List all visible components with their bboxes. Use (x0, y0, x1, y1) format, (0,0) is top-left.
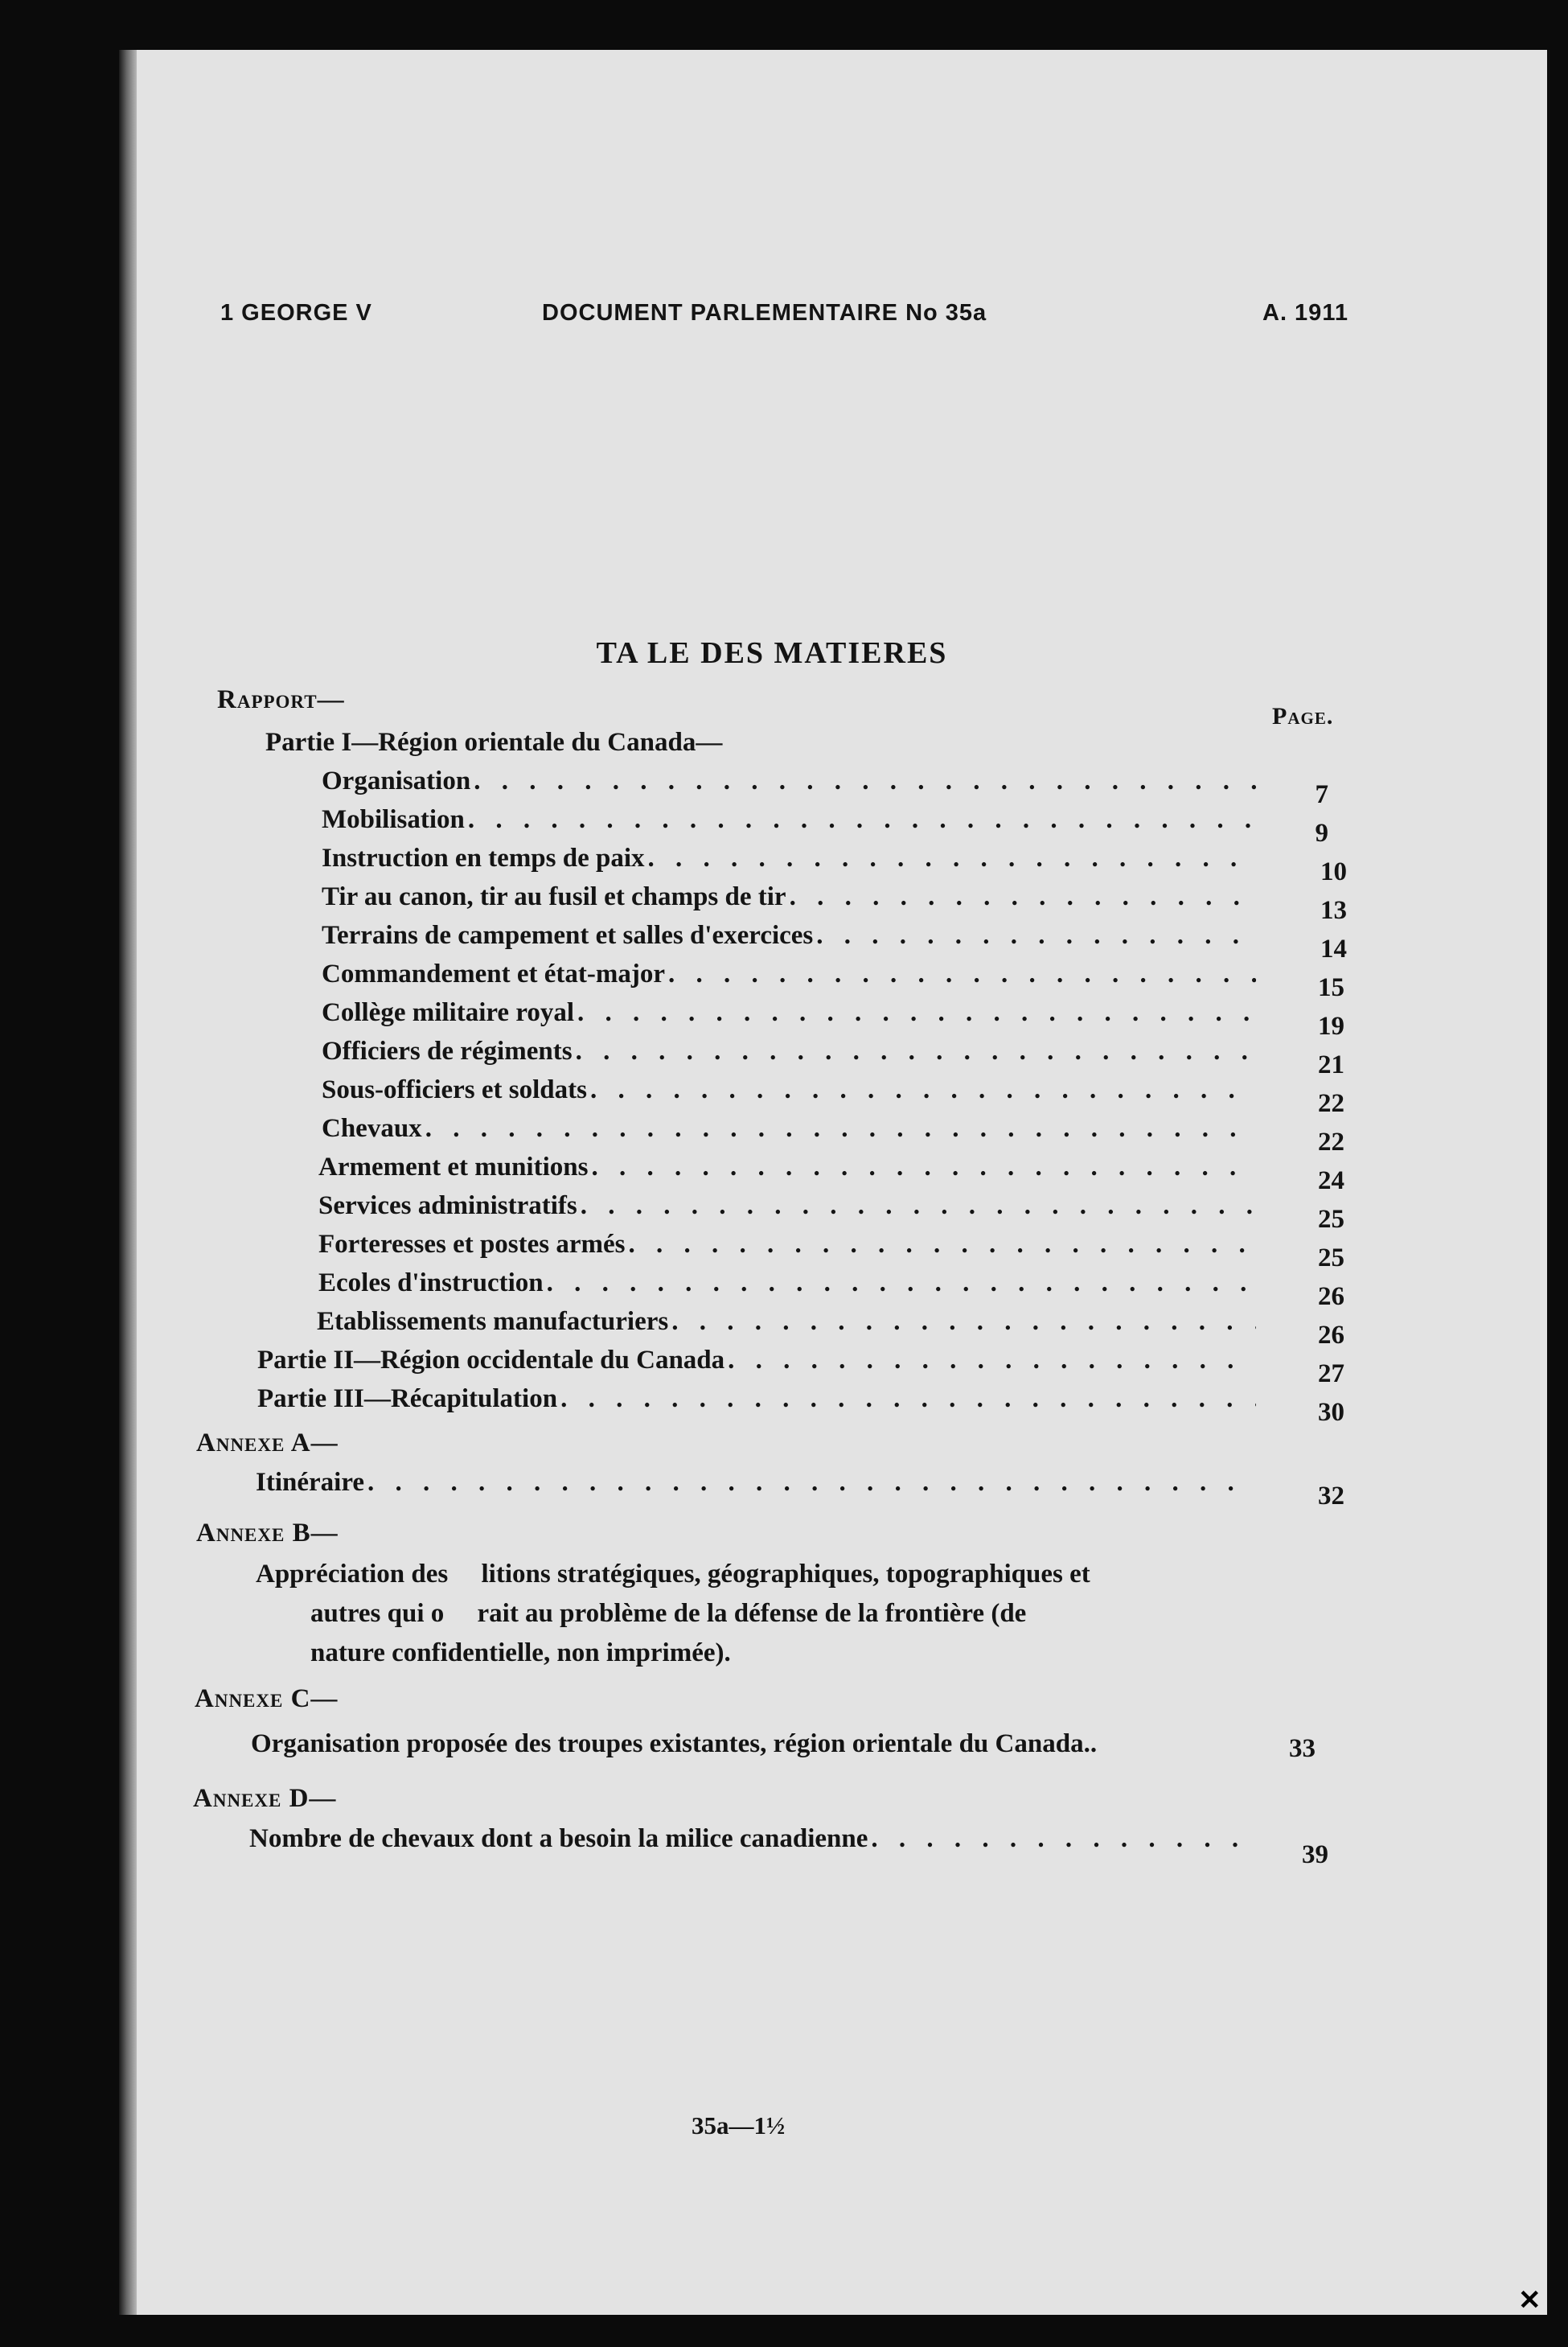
toc-page-number: 25 (1318, 1243, 1344, 1272)
toc-entry: Terrains de campement et salles d'exercices . . . (322, 921, 1270, 958)
toc-page-number: 10 (1320, 857, 1347, 886)
toc-page-number: 27 (1318, 1359, 1344, 1388)
toc-entry: Armement et munitions . . . (318, 1153, 1270, 1190)
header-right: A. 1911 (1262, 300, 1348, 326)
toc-entry: Chevaux . . . (322, 1114, 1270, 1151)
page-column-label: Page. (1272, 703, 1334, 730)
binding-edge (119, 50, 137, 2315)
toc-part: Partie II—Région occidentale du Canada . . . (257, 1346, 1270, 1383)
corner-mark: ✕ (1518, 2286, 1541, 2316)
toc-entry: Mobilisation . . . (322, 805, 1270, 842)
toc-entry: Services administratifs . . . (318, 1191, 1270, 1228)
header-center: DOCUMENT PARLEMENTAIRE No 35a (542, 300, 987, 326)
toc-entry: Forteresses et postes armés . . . (318, 1230, 1270, 1267)
toc-page-number: 13 (1320, 896, 1347, 925)
toc-entry: Instruction en temps de paix . . . (322, 844, 1270, 881)
toc-page-number: 33 (1289, 1734, 1316, 1763)
toc-entry: Sous-officiers et soldats . . . (322, 1075, 1270, 1112)
toc-entry: Nombre de chevaux dont a besoin la milice canadienne . . . (249, 1824, 1270, 1861)
annexe-b-line: nature confidentielle, non imprimée). (310, 1638, 731, 1667)
toc-page-number: 22 (1318, 1128, 1344, 1157)
toc-page-number: 26 (1318, 1321, 1344, 1350)
annexe-c-entry: Organisation proposée des troupes existantes, région orientale du Canada.. (251, 1729, 1098, 1758)
annexe-b-line: autres qui o rait au problème de la défense de la frontière (de (310, 1599, 1027, 1628)
toc-entry: Ecoles d'instruction . . . (318, 1268, 1270, 1305)
annexe-d-heading: Annexe D— (193, 1784, 337, 1813)
toc-page-number: 32 (1318, 1482, 1344, 1511)
toc-page-number: 22 (1318, 1089, 1344, 1118)
toc-entry: Itinéraire . . . (256, 1468, 1270, 1505)
annexe-c-heading: Annexe C— (195, 1684, 339, 1713)
header-left: 1 GEORGE V (220, 300, 372, 326)
toc-page-number: 14 (1320, 935, 1347, 964)
annexe-a-heading: Annexe A— (196, 1428, 339, 1457)
annexe-b-line: Appréciation des litions stratégiques, géographiques, topographiques et (256, 1560, 1090, 1589)
toc-page-number: 19 (1318, 1012, 1344, 1041)
toc-page-number: 9 (1315, 819, 1328, 848)
toc-entry: Commandement et état-major . . . (322, 960, 1270, 997)
partie-1-heading: Partie I—Région orientale du Canada— (265, 728, 723, 757)
annexe-b-heading: Annexe B— (196, 1519, 339, 1548)
toc-page-number: 21 (1318, 1050, 1344, 1079)
page-signature: 35a—1½ (692, 2111, 786, 2139)
toc-page-number: 15 (1318, 973, 1344, 1002)
toc-page-number: 26 (1318, 1282, 1344, 1311)
toc-page-number: 24 (1318, 1166, 1344, 1195)
toc-entry: Organisation . . . (322, 767, 1270, 804)
rapport-heading: Rapport— (217, 685, 345, 714)
page-title: TA LE DES MATIERES (596, 636, 948, 670)
toc-part: Partie III—Récapitulation . . . (257, 1384, 1270, 1421)
toc-entry: Collège militaire royal . . . (322, 998, 1270, 1035)
toc-page-number: 30 (1318, 1398, 1344, 1427)
toc-entry: Etablissements manufacturiers . . . (317, 1307, 1270, 1344)
toc-entry: Officiers de régiments . . . (322, 1037, 1270, 1074)
toc-page-number: 25 (1318, 1205, 1344, 1234)
toc-page-number: 39 (1302, 1840, 1328, 1869)
toc-entry: Tir au canon, tir au fusil et champs de tir . . . (322, 882, 1270, 919)
toc-page-number: 7 (1315, 780, 1328, 809)
